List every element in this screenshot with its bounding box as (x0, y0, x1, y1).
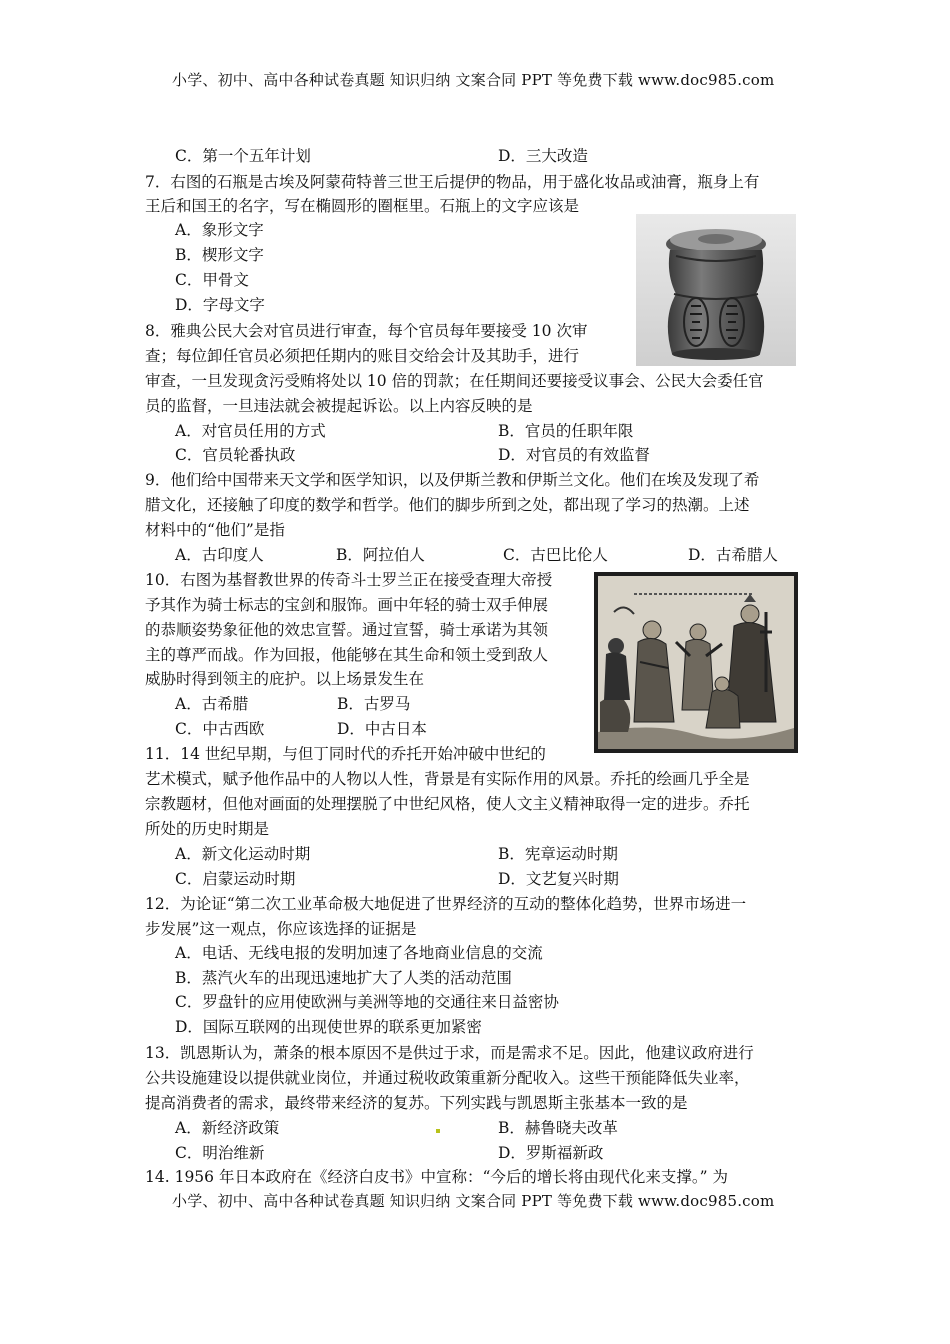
q8-option-d: D．对官员的有效监督 (498, 446, 650, 464)
q12-option-d: D．国际互联网的出现使世界的联系更加紧密 (175, 1018, 482, 1036)
q13-option-a: A．新经济政策 (175, 1119, 280, 1137)
q8-option-a: A．对官员任用的方式 (175, 422, 326, 440)
q7-option-b: B．楔形文字 (175, 246, 264, 264)
q9-option-b: B．阿拉伯人 (336, 546, 425, 564)
q8-stem-line3: 审查，一旦发现贪污受贿将处以 10 倍的罚款；在任期间还要接受议事会、公民大会委任官 (145, 372, 764, 390)
q10-option-d: D．中古日本 (337, 720, 427, 738)
q11-option-a: A．新文化运动时期 (175, 845, 311, 863)
q8-option-b: B．官员的任职年限 (498, 422, 634, 440)
q9-stem-line1: 9．他们给中国带来天文学和医学知识，以及伊斯兰教和伊斯兰文化。他们在埃及发现了希 (145, 471, 760, 489)
q10-stem-line2: 予其作为骑士标志的宝剑和服饰。画中年轻的骑士双手伸展 (145, 596, 549, 614)
knighting-ceremony-image (594, 572, 798, 753)
q9-stem-line2: 腊文化，还接触了印度的数学和哲学。他们的脚步所到之处，都出现了学习的热潮。上述 (145, 496, 750, 514)
q13-option-c: C．明治维新 (175, 1144, 265, 1162)
q7-option-a: A．象形文字 (175, 221, 264, 239)
q11-stem-line3: 宗教题材，但他对画面的处理摆脱了中世纪风格，使人文主义精神取得一定的进步。乔托 (145, 795, 750, 813)
q12-option-c: C．罗盘针的应用使欧洲与美洲等地的交通往来日益密协 (175, 993, 559, 1011)
q13-stem-line1: 13．凯恩斯认为，萧条的根本原因不是供过于求，而是需求不足。因此，他建议政府进行 (145, 1044, 754, 1062)
q11-stem-line1: 11．14 世纪早期，与但丁同时代的乔托开始冲破中世纪的 (145, 745, 546, 763)
q10-stem-line5: 威胁时得到领主的庇护。以上场景发生在 (145, 670, 425, 688)
q12-option-a: A．电话、无线电报的发明加速了各地商业信息的交流 (175, 944, 543, 962)
q7-option-c: C．甲骨文 (175, 271, 249, 289)
q13-stem-line3: 提高消费者的需求，最终带来经济的复苏。下列实践与凯恩斯主张基本一致的是 (145, 1094, 688, 1112)
q10-stem-line3: 的恭顺姿势象征他的效忠宣誓。通过宣誓，骑士承诺为其领 (145, 621, 549, 639)
q13-option-d: D．罗斯福新政 (498, 1144, 604, 1162)
q6-option-c: C．第一个五年计划 (175, 147, 311, 165)
q12-option-b: B．蒸汽火车的出现迅速地扩大了人类的活动范围 (175, 969, 512, 987)
q10-option-c: C．中古西欧 (175, 720, 265, 738)
q10-stem-line4: 主的尊严而战。作为回报，他能够在其生命和领土受到敌人 (145, 646, 549, 664)
q7-stem-line1: 7．右图的石瓶是古埃及阿蒙荷特普三世王后提伊的物品，用于盛化妆品或油膏，瓶身上有 (145, 173, 760, 191)
stone-vase-image (636, 214, 796, 366)
q11-stem-line2: 艺术模式，赋予他作品中的人物以人性，背景是有实际作用的风景。乔托的绘画几乎全是 (145, 770, 750, 788)
q9-option-d: D．古希腊人 (688, 546, 778, 564)
q9-stem-line3: 材料中的“他们”是指 (145, 521, 285, 539)
stray-mark (436, 1129, 440, 1133)
q10-option-b: B．古罗马 (337, 695, 411, 713)
q10-option-a: A．古希腊 (175, 695, 249, 713)
q8-stem-line2: 查；每位卸任官员必须把任期内的账目交给会计及其助手，进行 (145, 347, 580, 365)
q9-option-a: A．古印度人 (175, 546, 264, 564)
q12-stem-line2: 步发展”这一观点，你应该选择的证据是 (145, 920, 417, 938)
q8-option-c: C．官员轮番执政 (175, 446, 296, 464)
q8-stem-line4: 员的监督，一旦违法就会被提起诉讼。以上内容反映的是 (145, 397, 533, 415)
q8-stem-line1: 8．雅典公民大会对官员进行审查，每个官员每年要接受 10 次审 (145, 322, 588, 340)
q11-option-b: B．宪章运动时期 (498, 845, 618, 863)
q11-option-d: D．文艺复兴时期 (498, 870, 619, 888)
q12-stem-line1: 12．为论证“第二次工业革命极大地促进了世界经济的互动的整体化趋势，世界市场进一 (145, 895, 747, 913)
q9-option-c: C．古巴比伦人 (503, 546, 608, 564)
stone-vase-illustration (636, 214, 796, 366)
q13-option-b: B．赫鲁晓夫改革 (498, 1119, 618, 1137)
q7-stem-line2: 王后和国王的名字，写在椭圆形的圈框里。石瓶上的文字应该是 (145, 197, 580, 215)
q10-stem-line1: 10．右图为基督教世界的传奇斗士罗兰正在接受查理大帝授 (145, 571, 553, 589)
knighting-ceremony-illustration (594, 572, 798, 753)
q6-option-d: D．三大改造 (498, 147, 588, 165)
q14-stem-line1: 14. 1956 年日本政府在《经济白皮书》中宣称：“今后的增长将由现代化来支撑。” 为 (145, 1168, 728, 1186)
q7-option-d: D．字母文字 (175, 296, 265, 314)
q11-stem-line4: 所处的历史时期是 (145, 820, 270, 838)
q13-stem-line2: 公共设施建设以提供就业岗位，并通过税收政策重新分配收入。这些干预能降低失业率， (145, 1069, 750, 1087)
page-header: 小学、初中、高中各种试卷真题 知识归纳 文案合同 PPT 等免费下载 www.doc985.com (172, 71, 775, 89)
page-footer: 小学、初中、高中各种试卷真题 知识归纳 文案合同 PPT 等免费下载 www.doc985.com (172, 1192, 775, 1210)
q11-option-c: C．启蒙运动时期 (175, 870, 296, 888)
